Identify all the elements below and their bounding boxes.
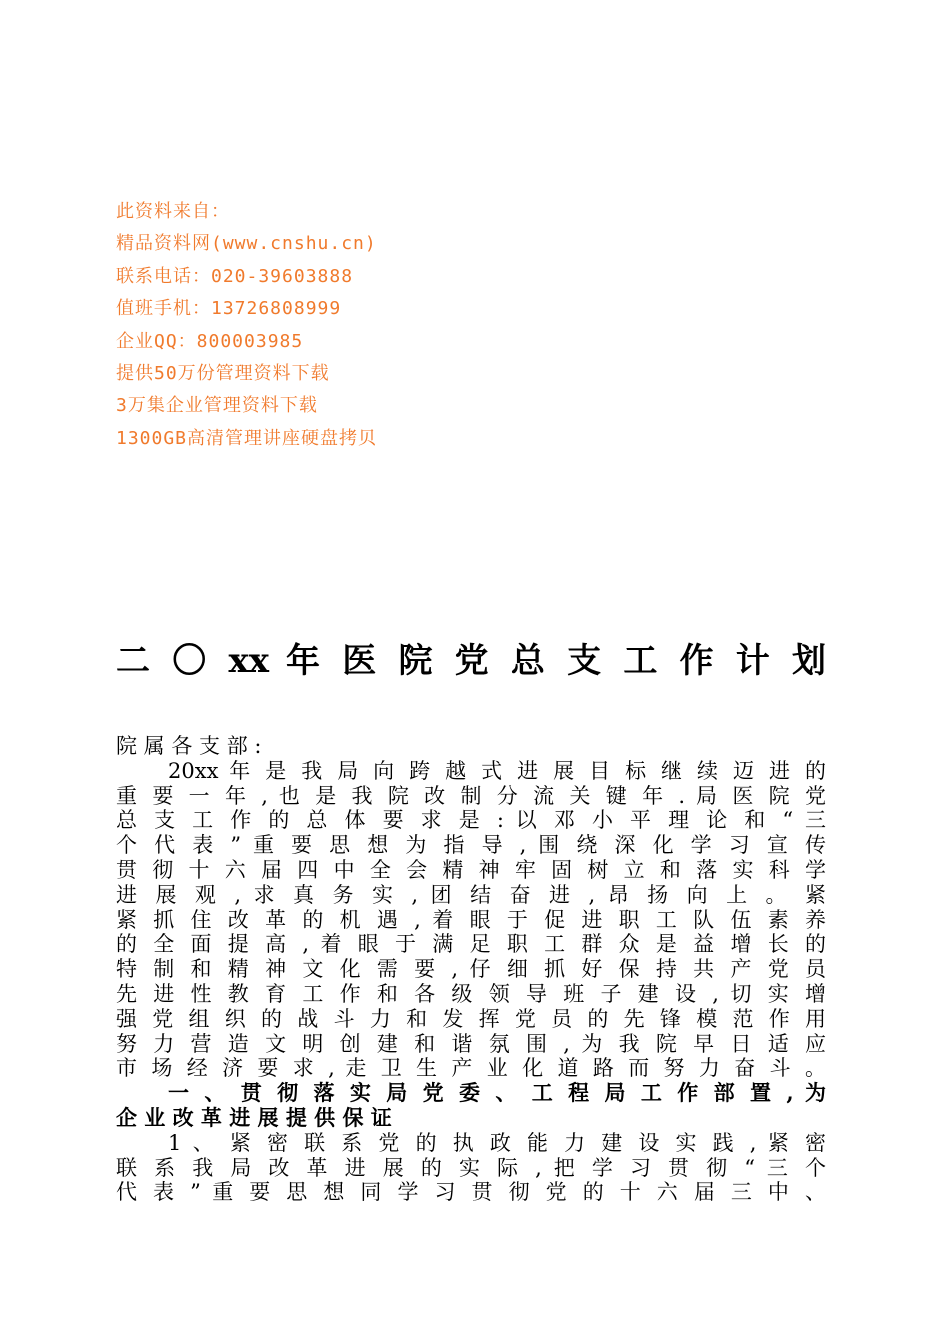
body-line: 个 代 表 ” 重 要 思 想 为 指 导 , 围 绕 深 化 学 习 宣 传 [116, 833, 826, 858]
section-heading: 一 、 贯 彻 落 实 局 党 委 、 工 程 局 工 作 部 置 , 为 [168, 1080, 826, 1106]
salutation: 院 属 各 支 部 : [116, 734, 262, 758]
source-qq: 企业QQ：800003985 [116, 330, 304, 352]
body-line: 强 党 组 织 的 战 斗 力 和 发 挥 党 员 的 先 锋 模 范 作 用 [116, 1006, 826, 1031]
body-line: 先 进 性 教 育 工 作 和 各 级 领 导 班 子 建 设 , 切 实 增 [116, 981, 826, 1006]
body-line: 20xx 年 是 我 局 向 跨 越 式 进 展 目 标 继 续 迈 进 的 [168, 758, 826, 783]
source-website: 精品资料网(www.cnshu.cn) [116, 233, 377, 255]
document-title: 二 〇 xx 年 医 院 党 总 支 工 作 计 划 [116, 641, 826, 681]
section-heading-cont: 企 业 改 革 进 展 提 供 保 证 [116, 1104, 392, 1130]
source-phone: 联系电话：020-39603888 [116, 265, 354, 287]
body-line: 的 全 面 提 高 , 着 眼 于 满 足 职 工 群 众 是 益 增 长 的 [116, 932, 826, 957]
body-line: 特 制 和 精 神 文 化 需 要 , 仔 细 抓 好 保 持 共 产 党 员 [116, 957, 826, 982]
source-offer-1: 提供50万份管理资料下载 [116, 362, 330, 384]
body-line: 紧 抓 住 改 革 的 机 遇 , 着 眼 于 促 进 职 工 队 伍 素 养 [116, 907, 826, 932]
body-line: 重 要 一 年 , 也 是 我 院 改 制 分 流 关 键 年 . 局 医 院 党 [116, 783, 826, 808]
body-line: 市 场 经 济 要 求 , 走 卫 生 产 业 化 道 路 而 努 力 奋 斗 。 [116, 1056, 826, 1081]
source-intro: 此资料来自： [116, 201, 230, 222]
source-mobile: 值班手机：13726808999 [116, 298, 342, 320]
document-body [116, 734, 826, 1205]
body-line: 进 展 观 , 求 真 务 实 , 团 结 奋 进 , 昂 扬 向 上 。 紧 [116, 882, 826, 907]
source-offer-3: 1300GB高清管理讲座硬盘拷贝 [116, 427, 378, 449]
body-line: 总 支 工 作 的 总 体 要 求 是 : 以 邓 小 平 理 论 和 “ 三 [116, 808, 826, 833]
source-offer-2: 3万集企业管理资料下载 [116, 395, 318, 417]
body-line: 贯 彻 十 六 届 四 中 全 会 精 神 牢 固 树 立 和 落 实 科 学 [116, 857, 826, 882]
body-line: 代 表 ” 重 要 思 想 同 学 习 贯 彻 党 的 十 六 届 三 中 、 [116, 1180, 826, 1205]
body-line: 联 系 我 局 改 革 进 展 的 实 际 , 把 学 习 贯 彻 “ 三 个 [116, 1155, 826, 1180]
body-line: 努 力 营 造 文 明 创 建 和 谐 氛 围 , 为 我 院 早 日 适 应 [116, 1031, 826, 1056]
source-info-block [116, 196, 377, 455]
body-line: 1 、 紧 密 联 系 党 的 执 政 能 力 建 设 实 践 , 紧 密 [168, 1130, 826, 1155]
